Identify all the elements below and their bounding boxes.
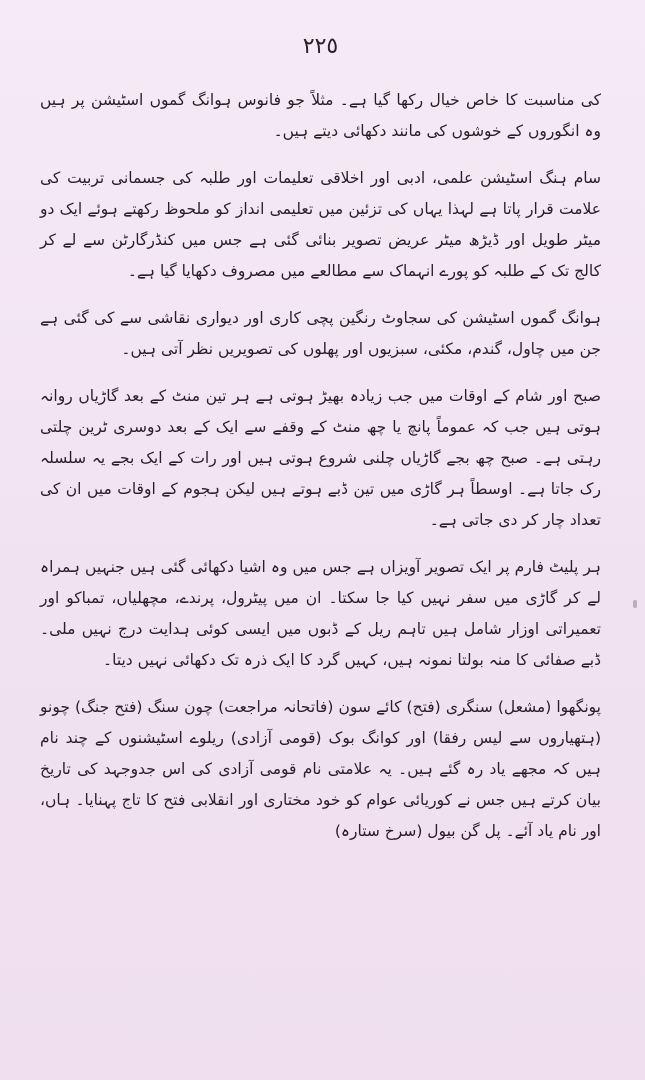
- paragraph-train-timings: صبح اور شام کے اوقات میں جب زیادہ بھیڑ ہوتی ہے ہر تین منٹ کے بعد گاڑیاں روانہ ہوتی ہیں جب کہ عموماً پانچ یا چھ منٹ کے وقفے سے ایک کے بعد دوسری ٹرین چلتی رہتی ہے۔ صبح چھ بجے گاڑیاں چلنی شروع ہوتی ہیں اور رات کے ایک بجے یہ سلسلہ رک جاتا ہے۔ اوسطاً ہر گاڑی میں تین ڈبے ہوتے ہیں لیکن ہجوم کے اوقات میں ان کی تعداد چار کر دی جاتی ہے۔: [40, 387, 601, 529]
- page-body: [40, 85, 601, 847]
- paragraph-samhung-station: سام ہنگ اسٹیشن علمی، ادبی اور اخلاقی تعلیمات اور طلبہ کی جسمانی تربیت کی علامت قرار پاتا ہے لہذا یہاں کی تزئین میں تعلیمی انداز کو ملحوظ رکھتے ہوئے ایک دو میٹر طویل اور ڈیڑھ میٹر عریض تصویر بنائی گئی ہے جس میں کنڈرگارٹن سے لے کر کالج تک کے طلبہ کو پورے انہماک سے مطالعے میں مصروف دکھایا گیا ہے۔: [40, 169, 601, 280]
- page-number: ٢٢٥: [302, 34, 339, 59]
- paragraph-station-names: پونگھوا (مشعل) سنگری (فتح) کائے سون (فاتحانہ مراجعت) چون سنگ (فتح جنگ) چونو (ہتھیاروں سے لیس رفقا) اور کوانگ بوک (قومی آزادی) ریلوے اسٹیشنوں کے چند نام ہیں کہ مجھے یاد رہ گئے ہیں۔ یہ علامتی نام قومی آزادی کی اس جدوجہد کی تاریخ بیان کرتے ہیں جس نے کوریائی عوام کو خود مختاری اور انقلابی فتح کا تاج پہنایا۔ ہاں، اور نام یاد آئے۔ پل گن بیول (سرخ ستارہ): [40, 698, 601, 840]
- paragraph-platform-rules: ہر پلیٹ فارم پر ایک تصویر آویزاں ہے جس میں وہ اشیا دکھائی گئی ہیں جنہیں ہمراہ لے کر گاڑی میں سفر نہیں کیا جا سکتا۔ ان میں پیٹرول، پرندے، مچھلیاں، تمباکو اور تعمیراتی اوزار شامل ہیں تاہم ریل کے ڈبوں میں ایسی کوئی ہدایت درج نہیں ملی۔ ڈبے صفائی کا منہ بولتا نمونہ ہیں، کہیں گرد کا ایک ذرہ تک دکھائی نہیں دیتا۔: [40, 558, 601, 669]
- margin-mark: [633, 600, 637, 608]
- paragraph-hwanggum-station: ہوانگ گموں اسٹیشن کی سجاوٹ رنگین پچی کاری اور دیواری نقاشی سے کی گئی ہے جن میں چاول، گندم، مکئی، سبزیوں اور پھلوں کی تصویریں نظر آتی ہیں۔: [40, 309, 601, 358]
- paragraph-chandeliers: کی مناسبت کا خاص خیال رکھا گیا ہے۔ مثلاً جو فانوس ہوانگ گموں اسٹیشن پر ہیں وہ انگوروں کے خوشوں کی مانند دکھائی دیتے ہیں۔: [40, 91, 601, 140]
